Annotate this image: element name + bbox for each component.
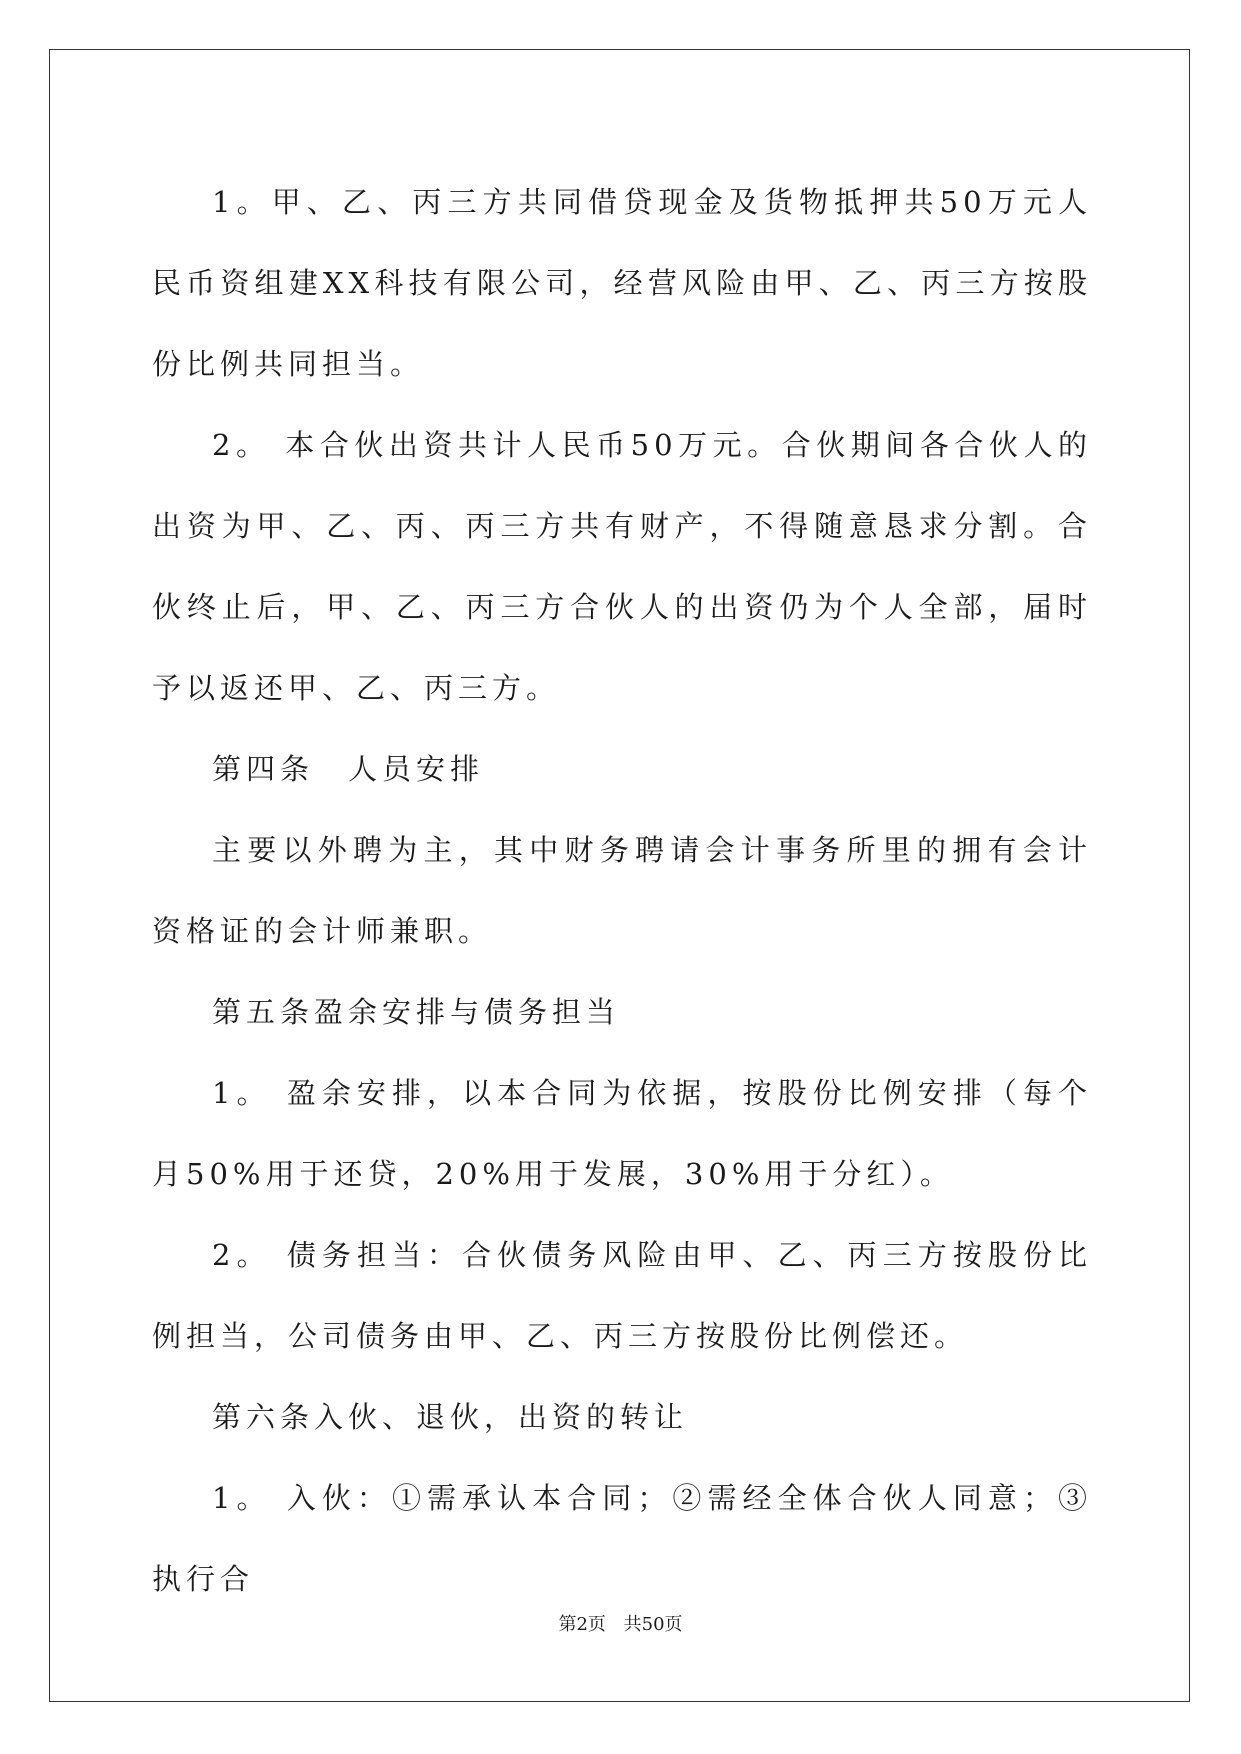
- page-number: 第2页: [558, 1614, 606, 1635]
- paragraph-5: 2。 债务担当：合伙债务风险由甲、乙、丙三方按股份比例担当，公司债务由甲、乙、丙三方按股份比例偿还。: [152, 1238, 1092, 1353]
- paragraph-2: 2。 本合伙出资共计人民币50万元。合伙期间各合伙人的出资为甲、乙、丙、丙三方共有财产，不得随意恳求分割。合伙终止后，甲、乙、丙三方合伙人的出资仍为个人全部，届时予以返还甲、乙、丙三方。: [152, 428, 1092, 705]
- section-heading-4: 第四条 人员安排: [212, 752, 485, 786]
- paragraph-1: 1。甲、乙、丙三方共同借贷现金及货物抵押共50万元人民币资组建XX科技有限公司，经营风险由甲、乙、丙三方按股份比例共同担当。: [152, 185, 1092, 381]
- paragraph-6: 1。 入伙：①需承认本合同；②需经全体合伙人同意；③执行合: [152, 1481, 1092, 1596]
- section-heading-6: 第六条入伙、退伙，出资的转让: [212, 1400, 689, 1434]
- paragraph-4: 1。 盈余安排，以本合同为依据，按股份比例安排（每个月50%用于还贷，20%用于发展，30%用于分红）。: [152, 1076, 1092, 1191]
- page-total: 共50页: [623, 1614, 683, 1635]
- document-body: [152, 162, 1092, 1620]
- section-heading-5: 第五条盈余安排与债务担当: [212, 995, 621, 1029]
- page-footer: [0, 1610, 1241, 1636]
- paragraph-3: 主要以外聘为主，其中财务聘请会计事务所里的拥有会计资格证的会计师兼职。: [152, 833, 1092, 948]
